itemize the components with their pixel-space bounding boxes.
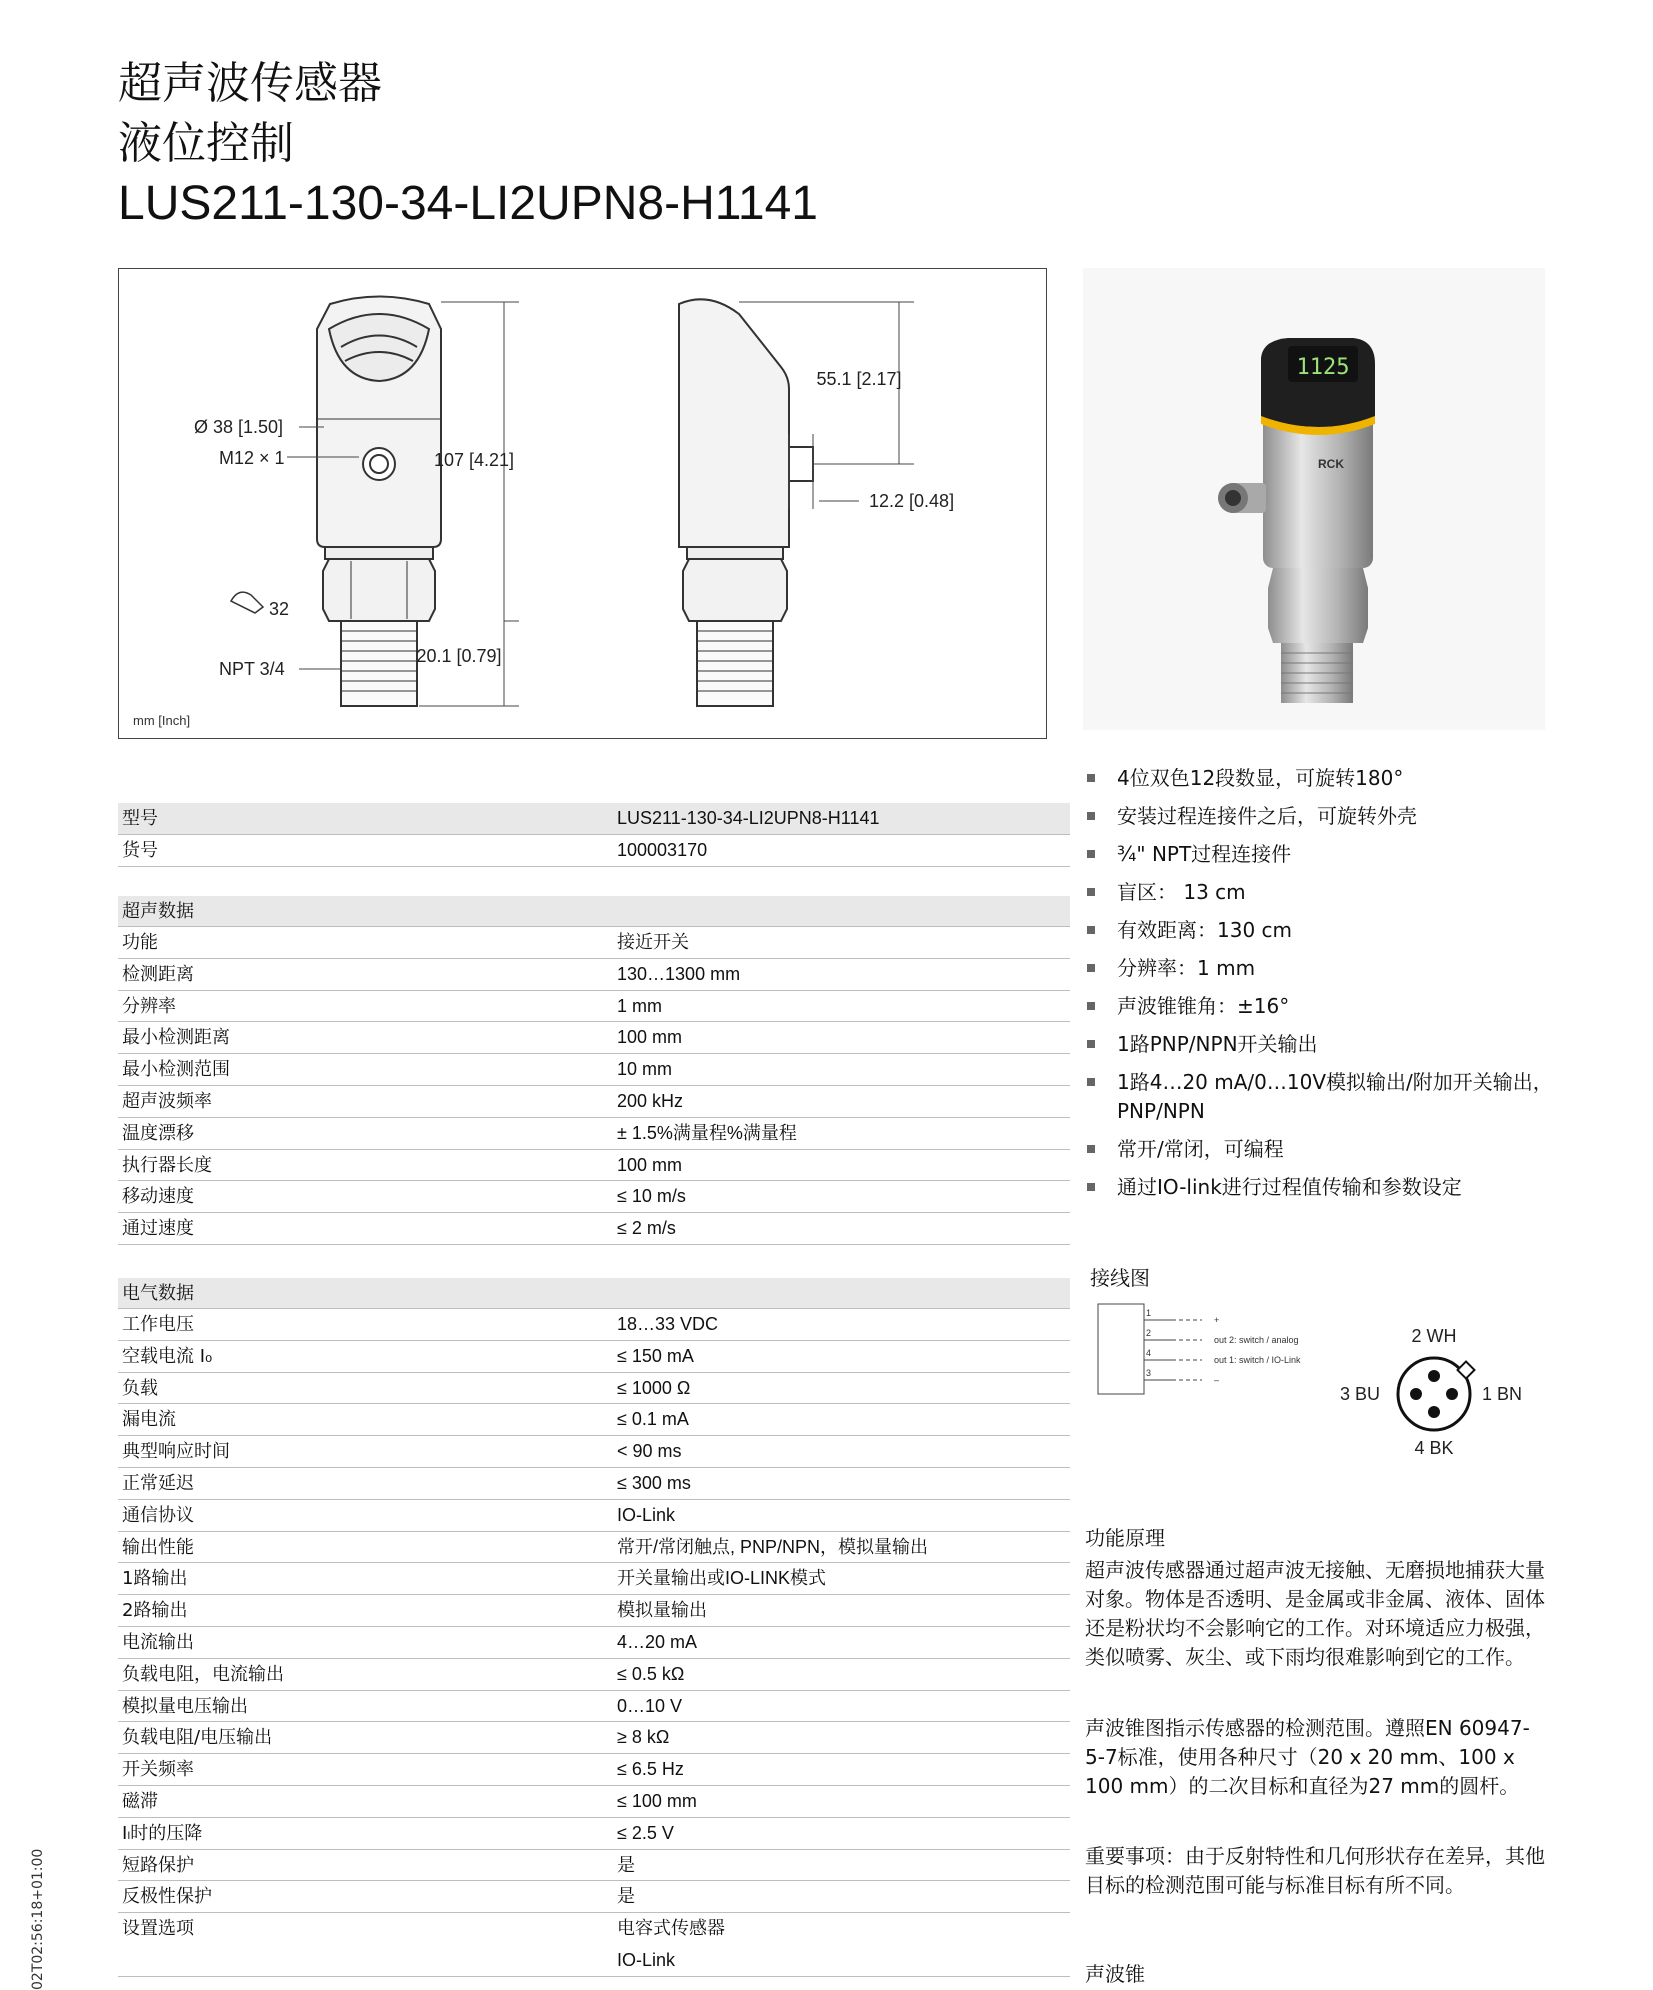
table-row [118, 1945, 1070, 1977]
feature-list [1085, 764, 1555, 1211]
table-row [118, 1786, 1070, 1818]
pin-number: 1 [1146, 1308, 1152, 1318]
table-row [118, 1500, 1070, 1532]
table-row [118, 1627, 1070, 1659]
spec-key: 分辨率 [122, 995, 176, 1017]
table-row [118, 1818, 1070, 1850]
spec-value: LUS211-130-34-LI2UPN8-H1141 [617, 808, 880, 828]
table-row [118, 803, 1070, 835]
wiring-title: 接线图 [1090, 1266, 1150, 1290]
principle-title: 功能原理 [1085, 1526, 1165, 1550]
table-row [118, 1309, 1070, 1341]
spec-key: 功能 [122, 932, 158, 953]
table-row [118, 1722, 1070, 1754]
spec-value: 4…20 mA [617, 1631, 698, 1652]
table-row [118, 1086, 1070, 1118]
spec-value: ≤ 0.5 kΩ [617, 1663, 685, 1684]
pin-number: 4 [1146, 1348, 1152, 1358]
spec-key: 模拟量电压输出 [122, 1695, 248, 1717]
table-row [118, 927, 1070, 959]
spec-value: 1 mm [617, 995, 662, 1016]
spec-key: 典型响应时间 [122, 1441, 230, 1463]
height-dim: 107 [4.21] [433, 450, 515, 470]
spec-key: 检测距离 [122, 963, 194, 985]
spec-value: IO-Link [617, 1949, 676, 1970]
spec-value: ≤ 1000 Ω [617, 1377, 691, 1398]
spec-value: ≤ 150 mA [617, 1345, 694, 1366]
cone-title: 声波锥 [1085, 1962, 1145, 1986]
spec-key: 开关频率 [122, 1759, 194, 1781]
pin-label-top: 2 WH [1411, 1326, 1457, 1346]
npt-label: NPT 3/4 [219, 659, 285, 679]
spec-key: 货号 [122, 840, 158, 861]
spec-key: 正常延迟 [122, 1472, 194, 1494]
table-row [118, 835, 1070, 867]
brand-mark: RCK [1318, 457, 1344, 471]
spec-key: 空载电流 I₀ [122, 1345, 213, 1367]
spec-value: ≤ 100 mm [617, 1790, 697, 1811]
spec-key [118, 1945, 617, 1976]
table-row [118, 1881, 1070, 1913]
spec-key: 型号 [122, 808, 158, 829]
feature-item: 分辨率：1 mm [1085, 954, 1555, 983]
spec-value: ≤ 2 m/s [617, 1218, 676, 1239]
thread-label: M12 × 1 [219, 448, 285, 468]
dimension-drawing [118, 268, 1047, 739]
principle-paragraph-2: 声波锥图指示传感器的检测范围。遵照EN 60947-5-7标准，使用各种尺寸（20 x 20 mm、100 x 100 mm）的二次目标和直径为27 mm的圆杆。 [1085, 1716, 1530, 1798]
connector-dim: 12.2 [0.48] [869, 491, 955, 511]
wiring-schematic [1090, 1296, 1350, 1402]
table-row [118, 1468, 1070, 1500]
feature-item: 1路PNP/NPN开关输出 [1085, 1030, 1555, 1059]
table-row [118, 959, 1070, 991]
principle-paragraph-1: 超声波传感器通过超声波无接触、无磨损地捕获大量对象。物体是否透明、是金属或非金属、液体、固体还是粉状均不会影响它的工作。对环境适应力极强，类似喷雾、灰尘、或下雨均很难影响到它的工作。 [1085, 1558, 1545, 1669]
table-row [118, 1373, 1070, 1405]
table-row [118, 1054, 1070, 1086]
signal-label: out 1: switch / IO-Link [1214, 1355, 1301, 1365]
spec-value: < 90 ms [617, 1441, 682, 1462]
feature-item: 声波锥锥角：±16° [1085, 992, 1555, 1021]
pin-label-left: 3 BU [1339, 1384, 1380, 1404]
signal-label: + [1214, 1315, 1220, 1325]
spec-value: ≤ 6.5 Hz [617, 1759, 684, 1780]
spec-key: 漏电流 [122, 1409, 176, 1431]
spec-key: 执行器长度 [122, 1154, 212, 1176]
table-row [118, 1691, 1070, 1723]
table-row [118, 1659, 1070, 1691]
spec-key: 最小检测距离 [122, 1027, 230, 1049]
pin-number: 3 [1146, 1368, 1152, 1378]
spec-key: 温度漂移 [122, 1122, 194, 1144]
feature-item: ¾" NPT过程连接件 [1085, 840, 1555, 869]
table-row [118, 1404, 1070, 1436]
thread-length-dim: 20.1 [0.79] [416, 646, 502, 666]
feature-item: 安装过程连接件之后，可旋转外壳 [1085, 802, 1555, 831]
section-header: 电气数据 [118, 1278, 1070, 1309]
spec-table-top [118, 803, 1070, 867]
spec-value: 200 kHz [617, 1090, 684, 1111]
spec-value: IO-Link [617, 1504, 676, 1525]
spec-key: 通过速度 [122, 1218, 194, 1240]
table-row [118, 1150, 1070, 1182]
title-line-2: 液位控制 [118, 118, 294, 169]
spec-value: ≤ 10 m/s [617, 1186, 686, 1207]
spec-value: 是 [617, 1854, 635, 1875]
spec-value: 100 mm [617, 1154, 683, 1175]
units-label: mm [Inch] [133, 713, 191, 728]
spec-key: 磁滞 [122, 1790, 158, 1812]
feature-item: 1路4…20 mA/0…10V模拟输出/附加开关输出，PNP/NPN [1085, 1068, 1555, 1126]
spec-value: 100003170 [617, 840, 708, 860]
wrench-icon [231, 592, 263, 613]
table-row [118, 1754, 1070, 1786]
feature-item: 通过IO-link进行过程值传输和参数设定 [1085, 1173, 1555, 1202]
signal-label: – [1214, 1375, 1220, 1385]
spec-value: 0…10 V [617, 1695, 683, 1716]
connector-pinout [1330, 1318, 1560, 1468]
spec-value: ≤ 2.5 V [617, 1822, 674, 1843]
top-dim: 55.1 [2.17] [816, 369, 902, 389]
spec-key: 设置选项 [122, 1918, 194, 1940]
title-line-1: 超声波传感器 [118, 58, 382, 109]
spec-key: 输出性能 [122, 1536, 194, 1558]
spec-key: 负载电阻，电流输出 [122, 1663, 284, 1685]
table-row [118, 1595, 1070, 1627]
spec-value: 开关量输出或IO-LINK模式 [617, 1568, 827, 1589]
table-row [118, 1022, 1070, 1054]
table-row [118, 1213, 1070, 1245]
table-row [118, 991, 1070, 1023]
spec-value: 模拟量输出 [617, 1600, 707, 1621]
table-row [118, 1181, 1070, 1213]
spec-value: ≥ 8 kΩ [617, 1727, 670, 1748]
spec-key: 工作电压 [122, 1314, 194, 1335]
spec-key: 反极性保护 [122, 1886, 212, 1908]
table-row [118, 1436, 1070, 1468]
product-photo [1083, 268, 1545, 730]
spec-key: 2路输出 [122, 1600, 188, 1622]
wrench-size-label: 32 [269, 599, 290, 619]
spec-value: 常开/常闭触点, PNP/NPN，模拟量输出 [617, 1536, 929, 1557]
display-digits: 1125 [1296, 355, 1350, 380]
table-row [118, 1850, 1070, 1882]
spec-value: 18…33 VDC [617, 1314, 719, 1334]
spec-key: 超声波频率 [122, 1090, 212, 1112]
side-timestamp: 02T02:56:18+01:00 [30, 1848, 46, 1990]
table-row [118, 1532, 1070, 1564]
spec-key: 负载电阻/电压输出 [122, 1727, 273, 1749]
spec-key: 负载 [122, 1377, 158, 1399]
table-row [118, 1341, 1070, 1373]
table-row [118, 1563, 1070, 1595]
spec-key: Iₗ时的压降 [122, 1822, 203, 1844]
diameter-label: Ø 38 [1.50] [194, 417, 284, 437]
principle-paragraph-3: 重要事项：由于反射特性和几何形状存在差异，其他目标的检测范围可能与标准目标有所不同。 [1085, 1844, 1545, 1897]
signal-label: out 2: switch / analog [1214, 1335, 1299, 1345]
page-title-model: LUS211-130-34-LI2UPN8-H1141 [118, 177, 818, 230]
spec-table-electrical [118, 1278, 1070, 1977]
spec-key: 移动速度 [122, 1186, 194, 1208]
spec-key: 1路输出 [122, 1568, 188, 1590]
table-row [118, 1118, 1070, 1150]
spec-value: ≤ 300 ms [617, 1472, 691, 1493]
spec-value: 电容式传感器 [617, 1918, 725, 1939]
spec-value: 是 [617, 1886, 635, 1907]
spec-key: 电流输出 [122, 1631, 194, 1653]
pin-label-right: 1 BN [1482, 1384, 1523, 1404]
feature-item: 常开/常闭，可编程 [1085, 1135, 1555, 1164]
spec-value: ≤ 0.1 mA [617, 1409, 689, 1430]
feature-item: 有效距离：130 cm [1085, 916, 1555, 945]
spec-key: 通信协议 [122, 1504, 194, 1526]
feature-item: 4位双色12段数显，可旋转180° [1085, 764, 1555, 793]
spec-value: 130…1300 mm [617, 963, 741, 984]
section-header: 超声数据 [118, 896, 1070, 927]
spec-table-ultrasonic [118, 896, 1070, 1245]
spec-key: 短路保护 [122, 1854, 194, 1876]
feature-item: 盲区： 13 cm [1085, 878, 1555, 907]
spec-key: 最小检测范围 [122, 1059, 230, 1081]
pin-label-bottom: 4 BK [1414, 1438, 1454, 1458]
spec-value: 接近开关 [617, 932, 689, 952]
table-row [118, 1913, 1070, 1945]
spec-value: 100 mm [617, 1027, 683, 1048]
pin-number: 2 [1146, 1328, 1152, 1338]
spec-value: ± 1.5%满量程%满量程 [617, 1122, 797, 1143]
spec-value: 10 mm [617, 1059, 673, 1080]
